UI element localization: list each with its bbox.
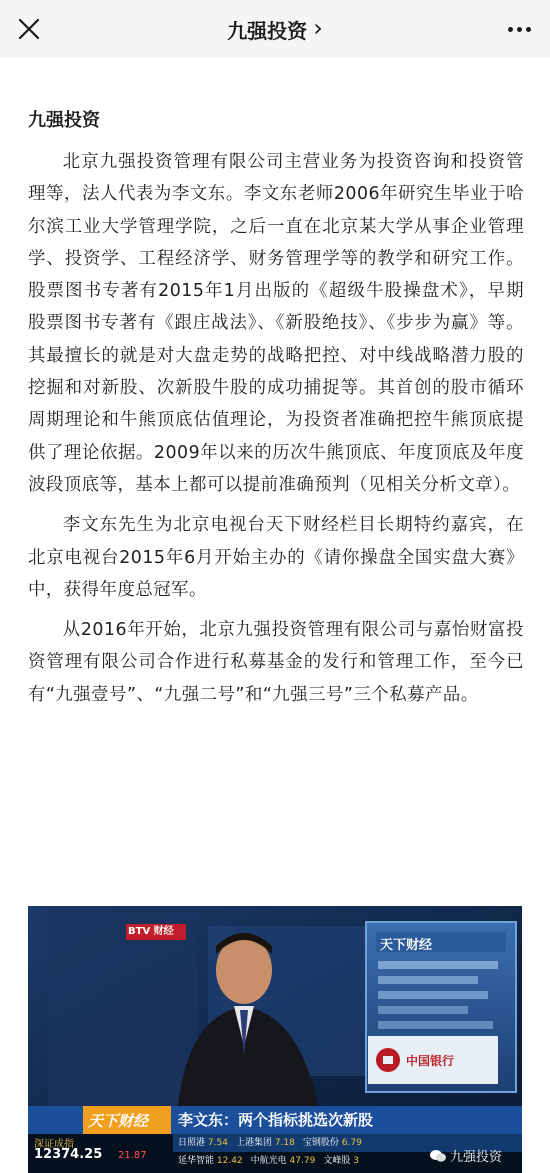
ticker-item: 延华智能 12.42 <box>178 1156 243 1166</box>
tv-screenshot-graphic <box>28 906 522 1173</box>
chevron-right-icon: › <box>313 14 323 42</box>
ticker-row <box>178 1153 438 1166</box>
index-value: 12374.25 <box>34 1147 103 1162</box>
article-paragraph: 从2016年开始，北京九强投资管理有限公司与嘉怡财富投资管理有限公司合作进行私募基金的发行和管理工作，至今已有“九强壹号”、“九强二号”和“九强三号”三个私募产品。 <box>28 620 524 705</box>
article-paragraph: 李文东先生为北京电视台天下财经栏目长期特约嘉宾，在北京电视台2015年6月开始主办的《请你操盘全国实盘大赛》中，获得年度总冠军。 <box>28 515 524 600</box>
bank-logo: 中国银行 <box>406 1054 455 1068</box>
article-heading: 九强投资 <box>28 110 100 131</box>
caption-text: 李文东：两个指标挑选次新股 <box>178 1111 374 1129</box>
watermark <box>430 1146 502 1165</box>
article-body <box>28 100 524 719</box>
more-icon <box>508 27 513 32</box>
wechat-icon <box>430 1149 446 1163</box>
watermark-text: 九强投资 <box>449 1150 502 1165</box>
more-icon-dot <box>517 27 522 32</box>
account-title-button[interactable] <box>227 15 323 44</box>
ticker-item: 上港集团 7.18 <box>235 1138 295 1148</box>
top-nav-bar <box>0 0 550 58</box>
article-paragraph: 北京九强投资管理有限公司主营业务为投资咨询和投资管理等，法人代表为李文东。李文东老师2006年研究生毕业于哈尔滨工业大学管理学院，之后一直在北京某大学从事企业管理学、投资学、工程经济学、财务管理学等的教学和研究工作。股票图书专著有2015年1月出版的《超级牛股操盘术》，早期股票图书专著有《跟庄战法》、《新股绝技》、《步步为赢》等。其最擅长的就是对大盘走势的战略把控、对中线战略潜力股的挖掘和对新股、次新股牛股的成功捕捉等。其首创的股市循环周期理论和牛熊顶底估值理论，为投资者准确把控牛熊顶底提供了理论依据。2009年以来的历次牛熊顶底、年度顶底及年度波段顶底等，基本上都可以提前准确预判（见相关分析文章）。 <box>28 152 524 495</box>
more-icon-dot <box>526 27 531 32</box>
close-button[interactable] <box>10 10 48 48</box>
index-name: 深证成指 <box>34 1139 74 1150</box>
channel-logo: BTV 财经 <box>128 926 174 937</box>
close-icon <box>18 18 40 40</box>
ticker-item: 日照港 7.54 <box>178 1138 228 1148</box>
ticker-item: 文峰股 3 <box>323 1156 359 1166</box>
ticker-item: 中航光电 47.79 <box>250 1156 316 1166</box>
caption-show-name: 天下财经 <box>88 1112 149 1130</box>
index-change: 21.87 <box>118 1150 147 1161</box>
show-logo: 天下财经 <box>380 938 433 953</box>
more-button[interactable] <box>502 12 536 46</box>
page-title: 九强投资 <box>227 18 308 43</box>
article-image[interactable] <box>28 906 522 1173</box>
ticker-item: 宝钢股份 6.79 <box>302 1138 362 1148</box>
